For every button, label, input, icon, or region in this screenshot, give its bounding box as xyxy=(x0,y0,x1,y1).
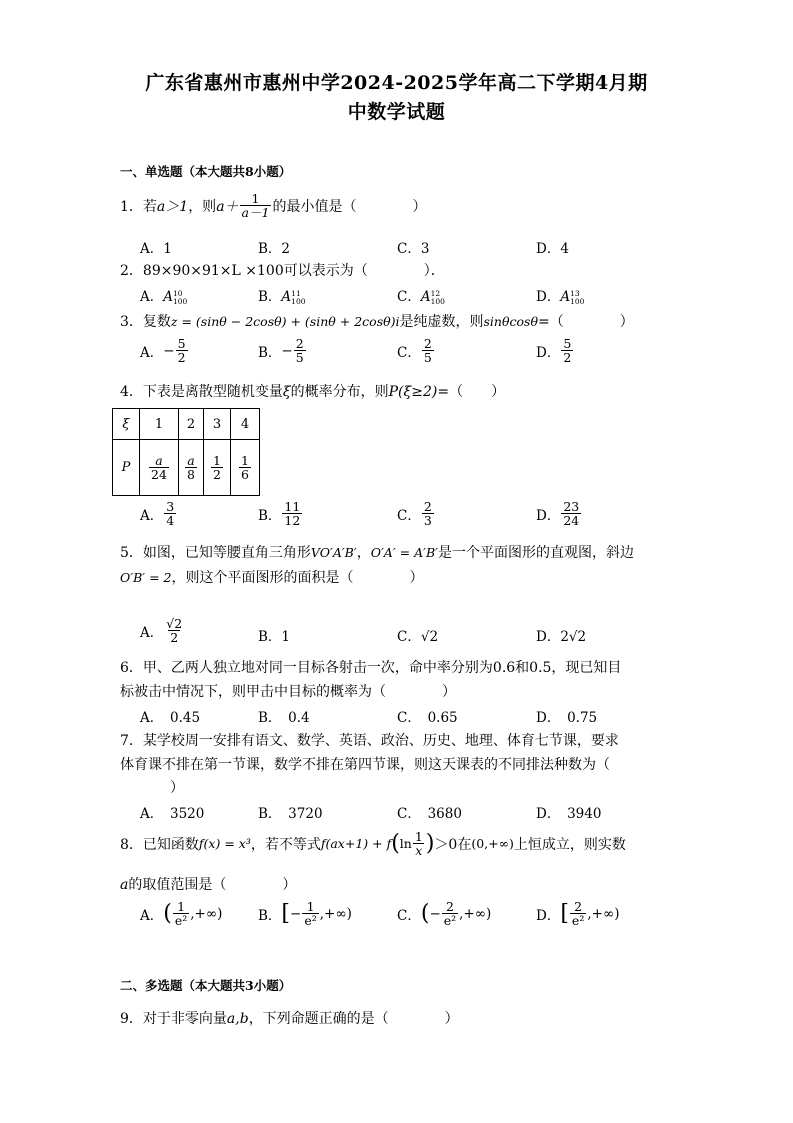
q4-option-c: C． $\frac{2}{3}$ xyxy=(397,499,432,529)
q7-option-d: D． 3940 xyxy=(536,806,602,822)
q2-option-d: D．A 13 100 xyxy=(536,289,585,306)
q8-option-a: A． ( $\frac{1}{\text{e²}}$ ,+∞) xyxy=(140,899,223,929)
question-8-line1: 8．已知函数 f(x) = x³ ，若不等式 f(ax+1) + f ( ln $\frac{1}{x}$ ) ＞0 在 (0,+∞) 上恒成立，则实数 xyxy=(120,829,626,859)
table-cell: $\frac{1}{6}$ xyxy=(231,440,260,496)
q6-option-b: B． 0.4 xyxy=(258,710,310,726)
section-heading-single-choice: 一、单选题（本大题共8小题） xyxy=(120,164,292,179)
q4-option-a: A． $\frac{3}{4}$ xyxy=(140,499,175,529)
q1-option-c: C．3 xyxy=(397,241,430,257)
q3-option-a: A． − $\frac{5}{2}$ xyxy=(140,336,186,366)
q3-option-b: B． − $\frac{2}{5}$ xyxy=(258,336,304,366)
q7-option-b: B． 3720 xyxy=(258,806,323,822)
section-heading-multiple-choice: 二、多选题（本大题共3小题） xyxy=(120,978,292,993)
table-cell: 4 xyxy=(231,409,260,440)
question-5-line1: 5．如图，已知等腰直角三角形VO′A′B′，O′A′ = A′B′是一个平面图形的直观图，斜边 xyxy=(120,545,634,561)
q8-option-b: B． [ − $\frac{1}{\text{e²}}$ ,+∞) xyxy=(258,899,352,929)
page-title: 广东省惠州市惠州中学2024-2025学年高二下学期4月期 xyxy=(145,72,648,94)
q4-option-b: B． $\frac{11}{12}$ xyxy=(258,499,301,529)
table-cell: 3 xyxy=(204,409,231,440)
q2-option-c: C．A 12 100 xyxy=(397,289,445,306)
q1-option-d: D．4 xyxy=(536,241,569,257)
q1-option-b: B．2 xyxy=(258,241,291,257)
table-cell: $\frac{1}{2}$ xyxy=(204,440,231,496)
question-6-line1: 6．甲、乙两人独立地对同一目标各射击一次，命中率分别为0.6和0.5，现已知目 xyxy=(120,660,622,676)
question-9-stem: 9．对于非零向量a,b，下列命题正确的是（ ） xyxy=(120,1011,459,1027)
probability-table xyxy=(112,408,260,496)
q2-option-b: B．A 11 100 xyxy=(258,289,306,306)
question-7-line1: 7．某学校周一安排有语文、数学、英语、政治、历史、地理、体育七节课，要求 xyxy=(120,733,619,749)
q7-option-c: C． 3680 xyxy=(397,806,462,822)
q5-option-a: A． $\frac{√2}{2}$ xyxy=(140,616,183,646)
q1-option-a: A．1 xyxy=(140,241,172,257)
page-title-line2: 中数学试题 xyxy=(347,101,446,123)
table-cell: 1 xyxy=(140,409,179,440)
table-cell: P xyxy=(113,440,140,496)
q6-option-d: D． 0.75 xyxy=(536,710,598,726)
q3-option-c: C． $\frac{2}{5}$ xyxy=(397,336,432,366)
table-cell: $\frac{a}{24}$ xyxy=(140,440,179,496)
q5-option-b: B．1 xyxy=(258,629,291,645)
table-cell: 2 xyxy=(179,409,204,440)
q5-option-c: C．√2 xyxy=(397,629,439,645)
table-row xyxy=(113,409,260,440)
q1-fraction: $\frac{1}{a-1}$ xyxy=(241,191,270,221)
q5-option-d: D．2√2 xyxy=(536,629,587,645)
question-6-line2: 标被击中情况下，则甲击中目标的概率为（ ） xyxy=(120,684,456,700)
question-7-line3: ） xyxy=(170,780,184,796)
question-5-line2: O′B′ = 2，则这个平面图形的面积是（ ） xyxy=(120,570,424,586)
question-3-stem: 3．复数z = (sinθ − 2cosθ) + (sinθ + 2cosθ)i是纯虚数，则sinθcosθ=（ ） xyxy=(120,314,634,330)
question-8-line2: a的取值范围是（ ） xyxy=(120,877,297,893)
q8-option-c: C． ( − $\frac{2}{\text{e²}}$ ,+∞) xyxy=(397,899,492,929)
q6-option-c: C． 0.65 xyxy=(397,710,458,726)
q2-option-a: A．A 10 100 xyxy=(140,289,188,306)
question-4-stem: 4．下表是离散型随机变量ξ的概率分布，则P(ξ≥2)=（ ） xyxy=(120,384,506,400)
q3-option-d: D． $\frac{5}{2}$ xyxy=(536,336,572,366)
table-cell: $\frac{a}{8}$ xyxy=(179,440,204,496)
question-1-stem: 1．若 a＞1 ，则 a＋ $\frac{1}{a-1}$ 的最小值是（ ） xyxy=(120,191,427,221)
q8-option-d: D． [ $\frac{2}{\text{e²}}$ ,+∞) xyxy=(536,899,620,929)
q6-option-a: A． 0.45 xyxy=(140,710,201,726)
table-row xyxy=(113,440,260,496)
question-7-line2: 体育课不排在第一节课，数学不排在第四节课，则这天课表的不同排法种数为（ xyxy=(120,757,610,773)
q4-option-d: D． $\frac{23}{24}$ xyxy=(536,499,580,529)
table-cell: ξ xyxy=(113,409,140,440)
question-2-stem: 2．89×90×91×L ×100可以表示为（ ）． xyxy=(120,263,445,279)
q7-option-a: A． 3520 xyxy=(140,806,205,822)
